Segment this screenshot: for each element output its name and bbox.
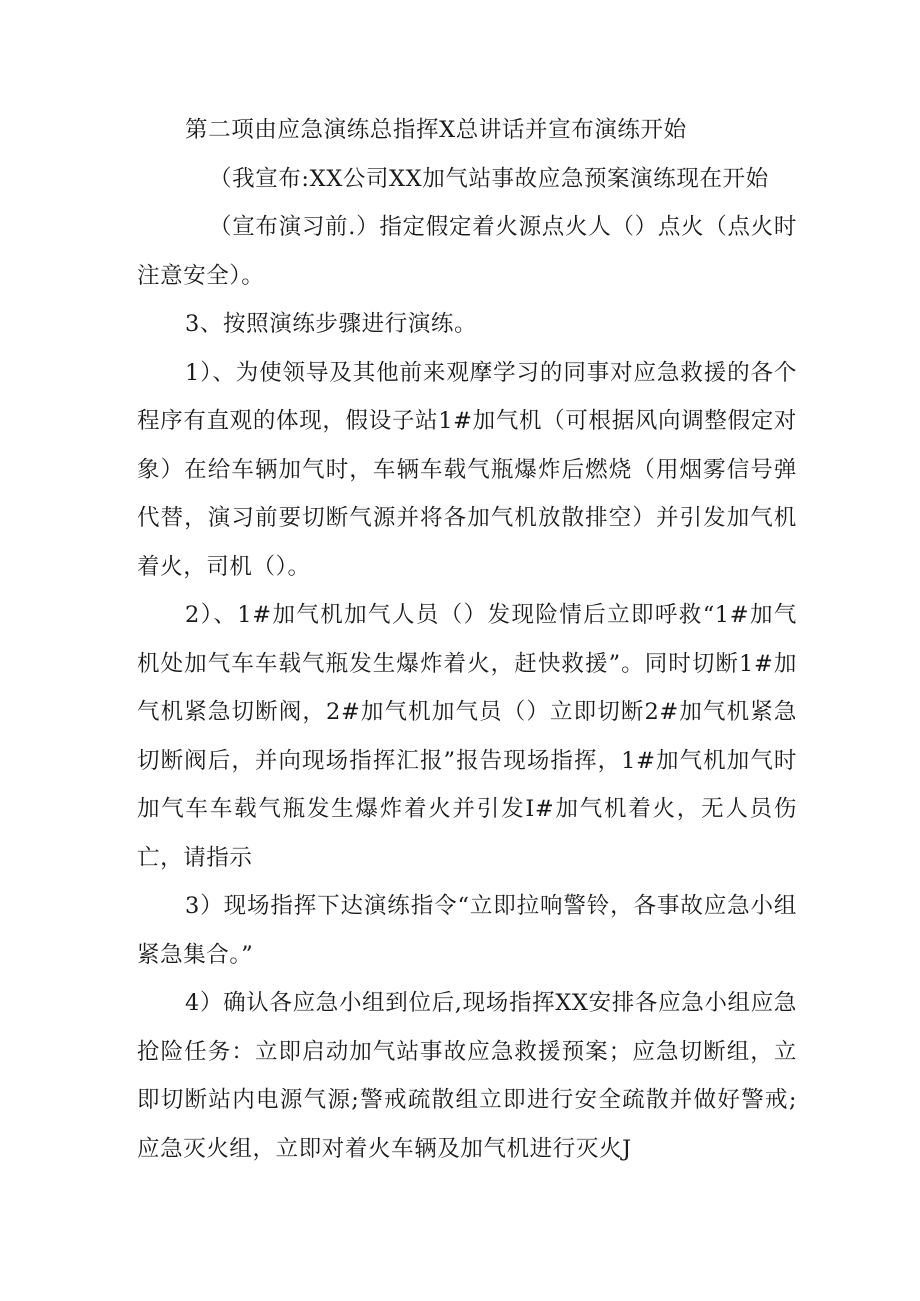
paragraph-item-4: 4）确认各应急小组到位后,现场指挥XX安排各应急小组应急抢险任务：立即启动加气站事故应急救援预案；应急切断组，立即切断站内电源气源;警戒疏散组立即进行安全疏散并做好警戒;应急灭火组，立即对着火车辆及加气机进行灭火J: [137, 990, 797, 1162]
paragraph-announcement: 第二项由应急演练总指挥X总讲话并宣布演练开始: [185, 117, 687, 143]
paragraph-ignition: （宣布演习前.）指定假定着火源点火人（）点火（点火时注意安全）。: [137, 214, 797, 289]
paragraph-declaration: （我宣布:XX公司XX加气站事故应急预案演练现在开始: [209, 165, 769, 192]
paragraph-item-1: 1）、为使领导及其他前来观摩学习的同事对应急救援的各个程序有直观的体现，假设子站1#加气机（可根据风向调整假定对象）在给车辆加气时，车辆车载气瓶爆炸后燃烧（用烟雾信号弹代替，演习前要切断气源并将各加气机放散排空）并引发加气机着火，司机（）。: [137, 359, 797, 580]
paragraph-item-2: 2）、1#加气机加气人员（）发现险情后立即呼救“1#加气机处加气车车载气瓶发生爆炸着火，赶快救援”。同时切断1#加气机紧急切断阀，2#加气机加气员（）立即切断2#加气机紧急切断阀后，并向现场指挥汇报”报告现场指挥，1#加气机加气时加气车车载气瓶发生爆炸着火并引发I#加气机着火，无人员伤亡，请指示: [137, 602, 797, 871]
document-body: [137, 106, 797, 1173]
paragraph-step-3: 3、按照演练步骤进行演练。: [185, 311, 478, 337]
paragraph-item-3: 3）现场指挥下达演练指令“立即拉响警铃，各事故应急小组紧急集合。”: [137, 893, 797, 968]
